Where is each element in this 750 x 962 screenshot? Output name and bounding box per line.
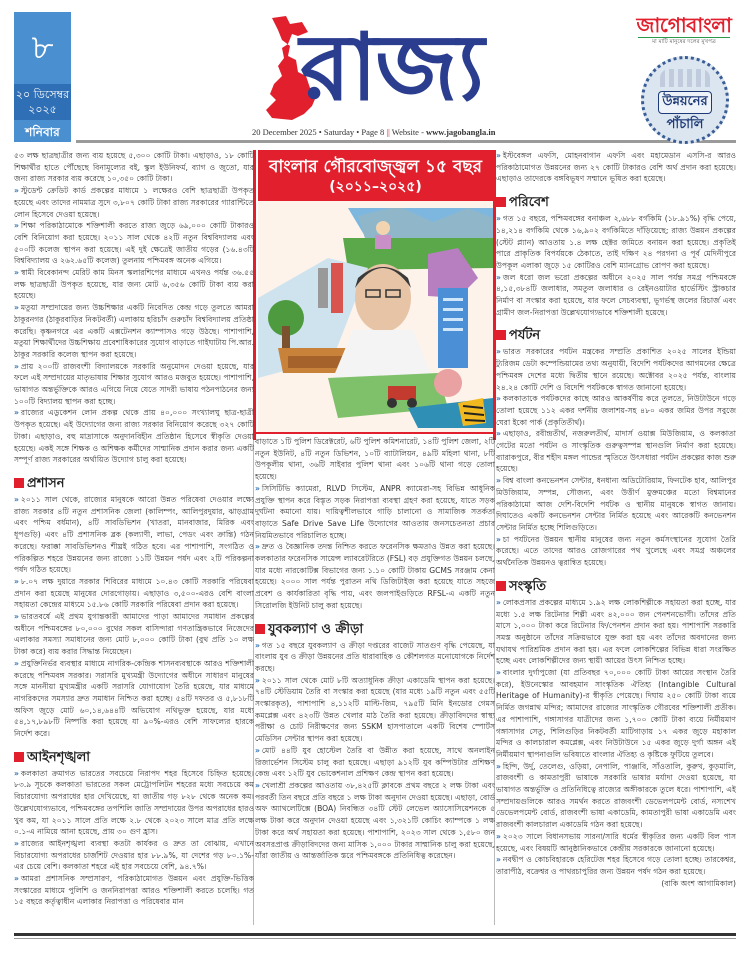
list-item: » মতুয়া সম্প্রদায়ের জন্য উচ্চশিক্ষার একটি নিবেদিত কেন্দ্র গড়ে তুলতে আমরা ঠাকুরনগর (ঠাকুরবাড়ির নিকটবর্তী) এলাকায় হরিচাঁদ গুরুচাঁদ বিশ্ববিদ্যালয় প্রতিষ্ঠা করেছি। কৃষ্ণনগরে এর একটি এক্সটেনশন ক্যাম্পাসও গড়ে উঠছে। পাশাপাশি, মতুয়া শিক্ষার্থীদের উচ্চশিক্ষায় প্রবেশাধিকারের সুযোগ বাড়াতে গাইঘাটায় পি.আর. ঠাকুর সরকারি কলেজ স্থাপন করা হয়েছে। (14, 303, 254, 359)
red-square-icon (14, 752, 24, 762)
list-item: » ৮.০৭ লক্ষ দুয়ারে সরকার শিবিরের মাধ্যমে ১০.৪৩ কোটি সরকারি পরিষেবা প্রদান করা হয়েছে মানুষের দোরগোড়ায়। এছাড়াও ৩,৫০০-এরও বেশি বাংলা সহায়তা কেন্দ্রের মাধ্যমে ১৫.৮৬ কোটি সরকারি পরিষেবা প্রদান করা হয়েছে। (14, 576, 254, 610)
education-intro: ৫৩ লক্ষ ছাত্রছাত্রীর জন্য ব্যয় হয়েছে ৫,৩০০ কোটি টাকা। এছাড়াও, ১৮ কোটি শিক্ষার্থীর হাতে পৌঁছেছে বিনামূল্যের বই, স্কুল ইউনিফর্ম, ব্যাগ ও জুতো, যার জন্য রাজ্য সরকার ব্যয় করেছে ১০,৩৫০ কোটি টাকা। (14, 151, 254, 184)
list-item: » হিন্দি, উর্দু, তেলেগু, ওড়িয়া, নেপালি, পাঞ্জাবি, সাঁওতালি, কুরুখ, কুড়মালি, রাজবংশী ও কামতাপুরী ভাষাকে সরকারি ভাষার মর্যাদা দেওয়া হয়েছে, যা ভাষাগত অন্তর্ভুক্তি ও প্রতিনিধিত্বে রাজ্যের অঙ্গীকারকে তুলে ধরে। পাশাপাশি, এই সম্প্রদায়গুলিকে আরও সমর্থন করতে রাজবংশী ডেভেলপমেন্ট বোর্ড, নস্যশেখ ডেভেলপমেন্ট বোর্ড, রাজবংশী ভাষা একাডেমি, কামতাপুরী ভাষা একাডেমি এবং রাজবংশী কালচারাল একাডেমি গঠন করা হয়েছে। (496, 761, 736, 830)
page-number: ৮ (31, 28, 54, 68)
masthead (0, 0, 750, 145)
badge-line-2: পাঁচালি (666, 117, 704, 132)
bullet-icon: » (14, 612, 19, 622)
continued-note: (বাকি অংশ আগামিকাল) (661, 878, 736, 888)
bullet-icon: » (14, 494, 19, 504)
list-item: » প্রযুক্তিনির্ভর ব্যবস্থার মাধ্যমে নাগরিক-কেন্দ্রিক শাসনব্যবস্থাকে আরও শক্তিশালী করেছে পশ্চিমবঙ্গ সরকার। সরাসরি মুখ্যমন্ত্রী উদ্যোগের অধীনে সাধারণ মানুষের সঙ্গে মাননীয়া মুখ্যমন্ত্রীর একটি সরাসরি যোগাযোগ তৈরি হয়েছে, যার মাধ্যমে নাগরিকদের সমস্যার দ্রুত সমাধান নিশ্চিত করা হচ্ছে। ৫৪টি দফতর ও ৫,৮১৮টি অফিস জুড়ে মোট ৬০,১৪,৬৪৪টি অভিযোগ নথিভুক্ত হয়েছে, যার মধ্যে ৫৪,১৭,৮৯৮টি নিষ্পত্তি করা হয়েছে যা ৯০%-এরও বেশি সাফল্যের হারকে নির্দেশ করে। (14, 658, 254, 739)
section-heading-culture: সংস্কৃতি (496, 579, 736, 595)
bullet-icon: » (255, 640, 260, 650)
list-item: » স্টুডেন্ট ক্রেডিট কার্ড প্রকল্পের মাধ্যমে ১ লক্ষেরও বেশি ছাত্রছাত্রী উপকৃত হয়েছে এবং তাদের নামমাত্র সুদে ৩,৮০৭ কোটি টাকা রাজ্য সরকারের গ্যারান্টিতে লোন হিসেবে দেওয়া হয়েছে। (14, 186, 254, 219)
section-heading-environment: পরিবেশ (496, 195, 736, 211)
bullet-icon: » (14, 303, 19, 313)
list-item: » বিশ্ব বাংলা কনভেনশন সেন্টার, ধনধান্য অডিটোরিয়াম, ফিনটেক হাব, আলিপুর মিউজিয়াম, সম্পন্ন, সৌজন্য, এবং উত্তীর্ণ মুক্তমঞ্চের মতো বিশ্বমানের পরিকাঠামো আজ দেশি-বিদেশি পর্যটক ও স্থানীয় মানুষকে স্বাগত জানায়। দিঘাতেও একটি কনভেনশন সেন্টার নির্মিত হয়েছে এবং আরেকটি কনভেনশন সেন্টার নির্মিত হচ্ছে শিলিগুড়িতে। (496, 476, 736, 532)
bullet-icon: » (496, 831, 501, 841)
list-item: » চা পর্যটনের উন্নয়ন স্থানীয় মানুষের জন্য নতুন কর্মসংস্থানের সুযোগ তৈরি করেছে। এতে তাদের আরও রোজগারের পথ খুলেছে এবং সমগ্র অঞ্চলের অর্থনৈতিক উন্নয়নও ত্বরান্বিত হয়েছে। (496, 534, 736, 568)
bullet-icon: » (14, 576, 19, 586)
list-item: » জল ধরো জল ভরো প্রকল্পের অধীনে ২০২৫ সাল পর্যন্ত সমগ্র পশ্চিমবঙ্গে ৪,১৫,৩৮৪টি জলাধার, সমতুল জলাধার ও রেইনওয়াটার হার্ভেস্টিং স্ট্রাকচার নির্মাণ বা সংস্কার করা হয়েছে, যার ফলে সেচব্যবস্থা, ভূগর্ভস্থ জলের রিচার্জ এবং গ্রামীণ জল-নিরাপত্তা উল্লেখযোগ্যভাবে শক্তিশালী হয়েছে। (496, 272, 736, 317)
dateline: 20 December 2025 • Saturday • Page 8 || Website - www.jagobangla.in (252, 127, 496, 137)
list-item: » প্রায় ২০০টি রাজবংশী বিদ্যালয়কে সরকারি অনুমোদন দেওয়া হয়েছে, যার ফলে এই সম্প্রদায়ের মাতৃভাষায় শিক্ষার সুযোগ আরও মজবুত হয়েছে। পাশাপাশি, ভাষাগত অন্তর্ভুক্তিকে আরও এগিয়ে নিয়ে যেতে সাদরী ভাষায় পঠনপাঠনের জন্য ১০০টি বিদ্যালয় স্থাপন করা হচ্ছে। (14, 361, 254, 406)
dateline-page: Page 8 (361, 127, 385, 137)
section-heading-administration: প্রশাসন (14, 476, 254, 492)
list-item: » দ্রুত ও বৈজ্ঞানিক তদন্ত নিশ্চিত করতে ফরেনসিক ক্ষমতাও উন্নত করা হয়েছে। কলকাতার ফরেনসিক সায়েন্স ল্যাবরেটরিতে (FSL) বড় প্রযুক্তিগত উন্নয়ন চলছে, যার মধ্যে নারকোটিক্স বিভাগের জন্য ১.১০ কোটি টাকায় GCMS সরঞ্জাম কেনা হয়েছে। ২০০০ সাল পর্যন্ত পুরাতন নথি ডিজিটাইজ করা হয়েছে যাতে সহজে প্রবেশ ও কার্যকারিতা বৃদ্ধি পায়, এবং জলপাইগুড়িতে RFSL-এ একটি নতুন সিরোলজি ইউনিট চালু করা হয়েছে। (255, 542, 495, 610)
middle-column (255, 436, 495, 862)
list-item: » এছাড়াও, রবীন্দ্রতীর্থ, নজরুলতীর্থ, মাদার্স ওয়াক্স মিউজিয়াম, ও কলকাতা গেটের মতো পর্যটন ও সাংস্কৃতিক গুরুত্বসম্পন্ন স্থানগুলি নির্মাণ করা হয়েছে। ব্যারাকপুরে, বীর শহীদ মঙ্গল পান্ডের স্মৃতিতে উৎসধারা পর্যটন প্রকল্পের কাজ শুরু হয়েছে। (496, 429, 736, 474)
bullet-icon: » (255, 745, 260, 755)
bullet-icon: » (14, 874, 19, 884)
list-item: » ২০২৩ সালে বিধানসভায় সারনা/সারি ধর্মের স্বীকৃতির জন্য একটি বিল পাস হয়েছে, এবং বিষয়টি আনুষ্ঠানিকভাবে কেন্দ্রীয় সরকারকে জানানো হয়েছে। (496, 831, 736, 853)
red-square-icon (14, 478, 24, 488)
section-heading-youth-sports: যুবকল্যাণ ও ক্রীড়া (255, 622, 495, 638)
red-square-icon (496, 330, 506, 340)
bullet-icon: » (255, 483, 260, 493)
list-item: » গত ১৫ বছরে, পশ্চিমবঙ্গের বনাঞ্চল ২,৬৮৮ বর্গকিমি (১৮.৯১%) বৃদ্ধি পেয়ে, ১৪,২১৪ বর্গকিমি থেকে ১৬,৯০২ বর্গকিমিতে দাঁড়িয়েছে; রাজ্য উন্নয়ন প্রকল্পের (স্টেট প্ল্যান) আওতায় ১.৪ লক্ষ হেক্টর জমিতে বনায়ন করা হয়েছে। প্রকৃতিই পারে প্রাকৃতিক বিপর্যয়কে ঠেকাতে, তাই দক্ষিণ ২৪ পরগনা ও পূর্ব মেদিনীপুরে উপকূল এলাকা জুড়ে ১৫ কোটিরও বেশি ম্যানগ্রোভ রোপণ করা হয়েছে। (496, 214, 736, 270)
left-column (14, 150, 254, 908)
development-collage-illustration (258, 208, 493, 428)
section-heading-tourism: পর্যটন (496, 328, 736, 344)
list-item: » সিসিটিভি ক্যামেরা, RLVD সিস্টেম, ANPR ক্যামেরা-সহ বিভিন্ন আধুনিক প্রযুক্তি স্থাপন করে বিস্তৃত সড়ক নিরাপত্তা ব্যবস্থা গ্রহণ করা হয়েছে, যাতে সড়ক দুর্ঘটনা কমানো যায়। দায়িত্বশীলভাবে গাড়ি চালানো ও সামাজিক সতর্কতা বাড়াতে Safe Drive Save Life উদ্যোগের আওতায় জনসচেতনতা প্রচার নিয়মিতভাবে পরিচালিত হচ্ছে। (255, 483, 495, 540)
section-title: রাজ্য (300, 14, 483, 121)
bullet-icon: » (496, 151, 501, 160)
series-badge (641, 56, 729, 144)
red-square-icon (255, 624, 265, 634)
list-item: » গত ১৫ বছরে যুবকল্যাণ ও ক্রীড়া দপ্তরের বাজেট সাতগুণ বৃদ্ধি পেয়েছে, যা বাংলায় যুব ও ক্রীড়া উন্নয়নের প্রতি ধারাবাহিক ও কৌশলগত মনোযোগকে নির্দেশ করছে। (255, 640, 495, 673)
bullet-icon: » (496, 476, 501, 486)
bullet-icon: » (14, 658, 19, 668)
bullet-icon: » (14, 361, 19, 371)
feature-header (258, 150, 493, 201)
bullet-icon: » (496, 597, 501, 607)
list-item: » বাংলার দুর্গাপুজো (যা প্রতিবছর ৭০,০০০ কোটি টাকা আয়ের সংস্থান তৈরি করে), ইউনেস্কোর আবহমান সাংস্কৃতিক ঐতিহ্য (Intangible Cultural Heritage of Humanity)-র স্বীকৃতি পেয়েছে। দিঘায় ২৫০ কোটি টাকা ব্যয়ে নির্মিত জগন্নাথ মন্দির; আমাদের রাজ্যের সাংস্কৃতিক গৌরবের শক্তিশালী প্রতীক। এর পাশাপাশি, গঙ্গাসাগর যাত্রীদের জন্য ১,৭০০ কোটি টাকা ব্যয়ে নির্মীয়মাণ গঙ্গাসাগর সেতু, শিলিগুড়ির নিকটবর্তী মাটিগাড়ায় ১৭ একর জুড়ে মহাকাল মন্দির ও কালচারাল কমপ্লেক্স, এবং নিউটাউনে ১৫ একর জুড়ে দুর্গা অঙ্গন এই নির্মীয়মাণ স্থাপনাগুলি ভবিষ্যতে বাংলার ঐতিহ্য ও কৃষ্টিকে ফুটিয়ে তুলবে। (496, 668, 736, 759)
bullet-icon: » (496, 214, 501, 224)
law-order-continued: বাড়াতে ১টি পুলিশ ডিরেক্টরেট, ৬টি পুলিশ কমিশনারেট, ১৪টি পুলিশ জেলা, ২টি নতুন ইউনিট, ৪টি নতুন ডিভিশন, ১০টি ব্যাটালিয়ন, ৪৯টি মহিলা থানা, ৮টি উপকূলীয় থানা, ৩৬টি সাইবার পুলিশ থানা এবং ১০৬টি থানা গড়ে তোলা হয়েছে। (255, 437, 495, 482)
list-item: » কলকাতা ক্রমাগত ভারতের সবচেয়ে নিরাপদ শহর হিসেবে চিহ্নিত হয়েছে। ৮৩.৯ সূচকে কলকাতা ভারতের সকল মেট্রোপলিটন শহরের মধ্যে সবচেয়ে কম বিচারযোগ্য অপরাধের হার দেখিয়েছে, যা জাতীয় গড় ৮২৮ থেকে অনেক কম। উল্লেখযোগ্যভাবে, পশ্চিমবঙ্গের তপশিলি জাতি সম্প্রদায়ের উপর অপরাধের হারও খুব কম, যা ২০১১ সালে প্রতি লক্ষে ২.৮ থেকে ২০২৩ সালে মাত্র প্রতি লক্ষে ০.১-এ নামিয়ে আনা হয়েছে, প্রায় ৩০ গুণ হ্রাস। (14, 768, 254, 837)
list-item: » শিক্ষা পরিকাঠামোকে শক্তিশালী করতে রাজ্য জুড়ে ৬৯,০০০ কোটি টাকারও বেশি বিনিয়োগ করা হয়েছে। ২০১১ সাল থেকে ৪২টি নতুন বিশ্ববিদ্যালয় এবং ৫০০টি কলেজ স্থাপন করা হয়েছে। এই দুই ক্ষেত্রেই জাতীয় গড়ের (১৬.৪৩টি বিশ্ববিদ্যালয় ও ২৬২.৬৫টি কলেজ) তুলনায় পশ্চিমবঙ্গ অনেক এগিয়ে। (14, 221, 254, 266)
bullet-icon: » (14, 838, 19, 848)
feature-box (258, 150, 493, 432)
bullet-icon: » (496, 855, 501, 865)
list-item: » রাজ্যের আইনশৃঙ্খলা ব্যবস্থা কতটা কার্যকর ও দ্রুত তা বোঝায়, এখানে বিচারযোগ্য অপরাধের চার্জশিট দেওয়ার হার ৮৮.৯%, যা দেশের গড় ৮০.১%-এর চেয়ে বেশি। কলকাতা শহরে এই হার সবচেয়ে বেশি, ৯৪.৭%। (14, 838, 254, 872)
list-item: » রাজ্যের এডুকেশন লোন প্রকল্প থেকে প্রায় ৪০,০০০ সংখ্যালঘু ছাত্র-ছাত্রী উপকৃত হয়েছে। এই উদ্যোগের জন্য রাজ্য সরকার বিনিয়োগ করেছে ৩২৭ কোটি টাকা। এছাড়াও, বহু মাদ্রাসাকে অনুদানবিহীন প্রতিষ্ঠান হিসেবে স্বীকৃতি দেওয়া হয়েছে। একই সঙ্গে শিক্ষক ও অশিক্ষক কর্মীদের সাম্মানিক প্রদান করার জন্য একটি সম্পূর্ণ রাজ্য সরকারের অর্থায়িত উদ্যোগ চালু করা হয়েছে। (14, 408, 254, 465)
section-heading-law-order: আইনশৃঙ্খলা (14, 750, 254, 766)
list-item: » মোট ৪৪টি যুব হোস্টেল তৈরি বা উন্নীত করা হয়েছে, সাথে অনলাইন রিজার্ভেশন সিস্টেম চালু করা হয়েছে। এছাড়া ৯১২টি যুব কম্পিউটার প্রশিক্ষণ কেন্দ্র এবং ১২টি যুব ভোকেশনাল প্রশিক্ষণ কেন্দ্র স্থাপন করা হয়েছে। (255, 745, 495, 779)
brand-logo (628, 14, 740, 47)
bullet-icon: » (14, 221, 19, 231)
list-item: » ভারত সরকারের পর্যটন মন্ত্রকের সম্প্রতি প্রকাশিত ২০২৫ সালের ইন্ডিয়া ট্যুরিজম ডেটা কম্পেন্ডিয়ামের তথ্য অনুযায়ী, বিদেশি পর্যটকদের আগমনের ক্ষেত্রে পশ্চিমবঙ্গ দেশের মধ্যে দ্বিতীয় স্থানে রয়েছে। অক্টোবর ২০২৫ পর্যন্ত, বাংলায় ২৪.২৪ কোটি দেশি ও বিদেশি পর্যটককে স্বাগত জানানো হয়েছে। (496, 347, 736, 392)
bullet-icon: » (255, 542, 260, 552)
page-info-box (14, 12, 71, 142)
badge-line-1: উন্নয়নের (658, 91, 711, 114)
brand-tagline: মা মাটি মানুষের দলের মুখপত্র (638, 37, 730, 47)
bullet-icon: » (496, 668, 501, 678)
bullet-icon: » (255, 780, 260, 790)
list-item: » ২০১১ সাল থেকে, রাজ্যের মানুষকে আরো উন্নত পরিষেবা দেওয়ার লক্ষ্যে রাজ্য সরকার ৪টি নতুন প্রশাসনিক জেলা (কালিম্পং, আলিপুরদুয়ার, ঝাড়গ্রাম এবং পশ্চিম বর্ধমান), ৪টি সাবডিভিশন (খাতরা, মানবাজার, মিরিক এবং ধূপগুড়ি) এবং ৪টি প্রশাসনিক ব্লক (কল্যাণী, লাভা, পেডং এবং ক্রান্তি) গঠন করেছে। ফরাক্কা সাবডিভিশনও শীঘ্রই গঠিত হবে। এর পাশাপাশি, সংগঠিত ও পরিকল্পিত শহরে উন্নয়নের জন্য রাজ্যে ১১টি উন্নয়ন পর্ষদ এবং ২টি পরিকল্পনা পর্ষদ গঠিত হয়েছে। (14, 494, 254, 575)
date-bengali: ২০ ডিসেম্বর ২০২৫ (14, 84, 71, 120)
bullet-icon: » (496, 272, 501, 282)
feature-bottom-rule (253, 432, 496, 434)
website-link[interactable]: www.jagobangla.in (426, 127, 496, 137)
bullet-icon: » (14, 268, 19, 278)
feature-years: (২০১১–২০২৫) (329, 179, 422, 195)
list-item: » ভারতবর্ষে এই প্রথম যুগান্তকারী আমাদের পাড়া আমাদের সমাধান প্রকল্পের অধীনে পশ্চিমবঙ্গের ৮০,০০০ বুথের সকল বাসিন্দারা গণতান্ত্রিকভাবে নিজেদের এলাকার সমস্যা সমাধানের জন্য মোট ৮,০০০ কোটি টাকা (বুথ প্রতি ১০ লক্ষ টাকা করে) ব্যয় করার সিদ্ধান্ত নিয়েছেন। (14, 612, 254, 657)
bullet-icon: » (496, 761, 501, 771)
bullet-icon: » (14, 186, 19, 196)
feature-headline: বাংলার গৌরবোজ্জ্বল ১৫ বছর (268, 157, 483, 177)
day-bengali: শনিবার (25, 125, 60, 139)
list-item: » নবদ্বীপ ও কোচবিহারকে হেরিটেজ শহর হিসেবে গড়ে তোলা হচ্ছে। তারকেশ্বর, তারাপীঠ, বক্রেশ্বর ও পাথরচাপুরির জন্য উন্নয়ন পর্ষদ গঠন করা হয়েছে। (496, 855, 736, 876)
list-item: » স্বামী বিবেকানন্দ মেরিট কাম মিনস স্কলারশিপের মাধ্যমে এখনও পর্যন্ত ৩৬.৫৫ লক্ষ ছাত্রছাত্রী উপকৃত হয়েছে, যার জন্য মোট ৬,৩৫৬ কোটি টাকা ব্যয় করা হয়েছে। (14, 268, 254, 301)
brand-name: জাগোবাংলা (636, 13, 732, 37)
red-square-icon (496, 197, 506, 207)
list-item: » ২০১১ সাল থেকে মোট ৮টি অত্যাধুনিক ক্রীড়া একাডেমি স্থাপন করা হয়েছে। ৭৪টি স্টেডিয়াম তৈরি বা সংস্কার করা হয়েছে (যার মধ্যে ১৯টি নতুন এবং ৫৫টি সংস্কারকৃত), পাশাপাশি ৪,১১২টি মাল্টি-জিম, ৭৯৫টি মিনি ইনডোর গেমস কমপ্লেক্স এবং ৪২৩টি উন্নত খেলার মাঠ তৈরি করা হয়েছে। ক্রীড়াবিদদের স্বাস্থ্য পরীক্ষা ও চোট নিরীক্ষণের জন্য SSKM হাসপাতালে একটি বিশেষ স্পোর্টস মেডিসিন সেন্টার স্থাপন করা হয়েছে। (255, 675, 495, 744)
list-item: » আমরা প্রশাসনিক সম্প্রসারণ, পরিকাঠামোগত উন্নয়ন এবং প্রযুক্তি-ভিত্তিক সংস্কারের মাধ্যমে পুলিশি ও জননিরাপত্তা আরও শক্তিশালী করতে চলেছি। গত ১৫ বছরে কর্তৃত্বাধীন এলাকার নিরাপত্তা ও পরিষেবার মান (14, 874, 254, 907)
dateline-date: 20 December 2025 (252, 127, 317, 137)
footer-rule-thin (14, 938, 736, 939)
bullet-icon: » (255, 675, 260, 685)
list-item: » ইস্টবেঙ্গল এফসি, মোহনবাগান এফসি এবং মহামেডান এসসি-র আরও পরিকাঠামোগত উন্নয়নের জন্য ২৭ কোটি টাকারও বেশি অর্থ প্রদান করা হয়েছে। এছাড়াও তাদেরকে বঙ্গবিভূষণ সম্মানে ভূষিত করা হয়েছে। (496, 151, 736, 184)
crowd-illustration-icon (660, 69, 710, 87)
right-column (496, 150, 736, 889)
bullet-icon: » (496, 534, 501, 544)
bullet-icon: » (14, 768, 19, 778)
footer-rule (14, 933, 736, 936)
bullet-icon: » (496, 394, 501, 404)
red-square-icon (496, 581, 506, 591)
list-item: » কলকাতাকে পর্যটকদের কাছে আরও আকর্ষণীয় করে তুলতে, নিউটাউনে গড়ে তোলা হয়েছে ১১২ একর দর্শনীয় জলাশয়-সহ ৪৮০ একর জমির উপর সবুজে ঘেরা ইকো পার্ক (প্রকৃতিতীর্থ)। (496, 394, 736, 427)
bullet-icon: » (496, 347, 501, 357)
list-item: » লোকপ্রসার প্রকল্পের মাধ্যমে ১.৯২ লক্ষ লোকশিল্পীকে সহায়তা করা হচ্ছে, যার মধ্যে ১.৫ লক্ষ রিটেনার শিল্পী এবং ৪২,০০০ জন পেনশনভোগী। তাঁদের প্রতি মাসে ১,০০০ টাকা করে রিটেনার ফি/পেনশন প্রদান করা হয়। পাশাপাশি সরকারি সমস্ত অনুষ্ঠানে তাঁদের সক্রিয়ভাবে যুক্ত করা হয় এবং তাঁদের অবদানের জন্য যথাযথ পারিশ্রমিক প্রদান করা হয়। এর ফলে লোকশিল্পের বিভিন্ন ধারা সংরক্ষিত হচ্ছে এবং লোকশিল্পীদের জন্য স্থায়ী আয়ের উৎস নিশ্চিত হচ্ছে। (496, 597, 736, 666)
list-item: » খেলাশ্রী প্রকল্পের আওতায় ৩৮,৪২৫টি ক্লাবকে প্রথম বছরে ২ লক্ষ টাকা এবং পরবর্তী তিন বছরে প্রতি বছরে ১ লক্ষ টাকা অনুদান দেওয়া হয়েছে। এছাড়া, বোর্ড অফ অ্যাথলেটিক্সে (BOA) নিবন্ধিত ৩৪টি স্টেট লেভেল অ্যাসোসিয়েশনকে ৫ লক্ষ টাকা করে অনুদান দেওয়া হয়েছে এবং ১,৩২১টি কোচিং ক্যাম্পকে ১ লক্ষ টাকা করে অর্থ সহায়তা করা হয়েছে। পাশাপাশি, ২০২৩ সাল থেকে ১,৫৮০ জন অবসরপ্রাপ্ত ক্রীড়াবিদদের জন্য মাসিক ১,০০০ টাকার সাম্মানিক চালু করা হয়েছে, যাঁরা জাতীয় ও আন্তর্জাতিক স্তরে পশ্চিমবঙ্গকে প্রতিনিধিত্ব করেছেন। (255, 780, 495, 861)
header-divider (76, 140, 736, 143)
bullet-icon: » (14, 408, 19, 418)
dateline-website-label: Website - (391, 127, 424, 137)
bullet-icon: » (496, 429, 501, 439)
dateline-day: Saturday (323, 127, 355, 137)
